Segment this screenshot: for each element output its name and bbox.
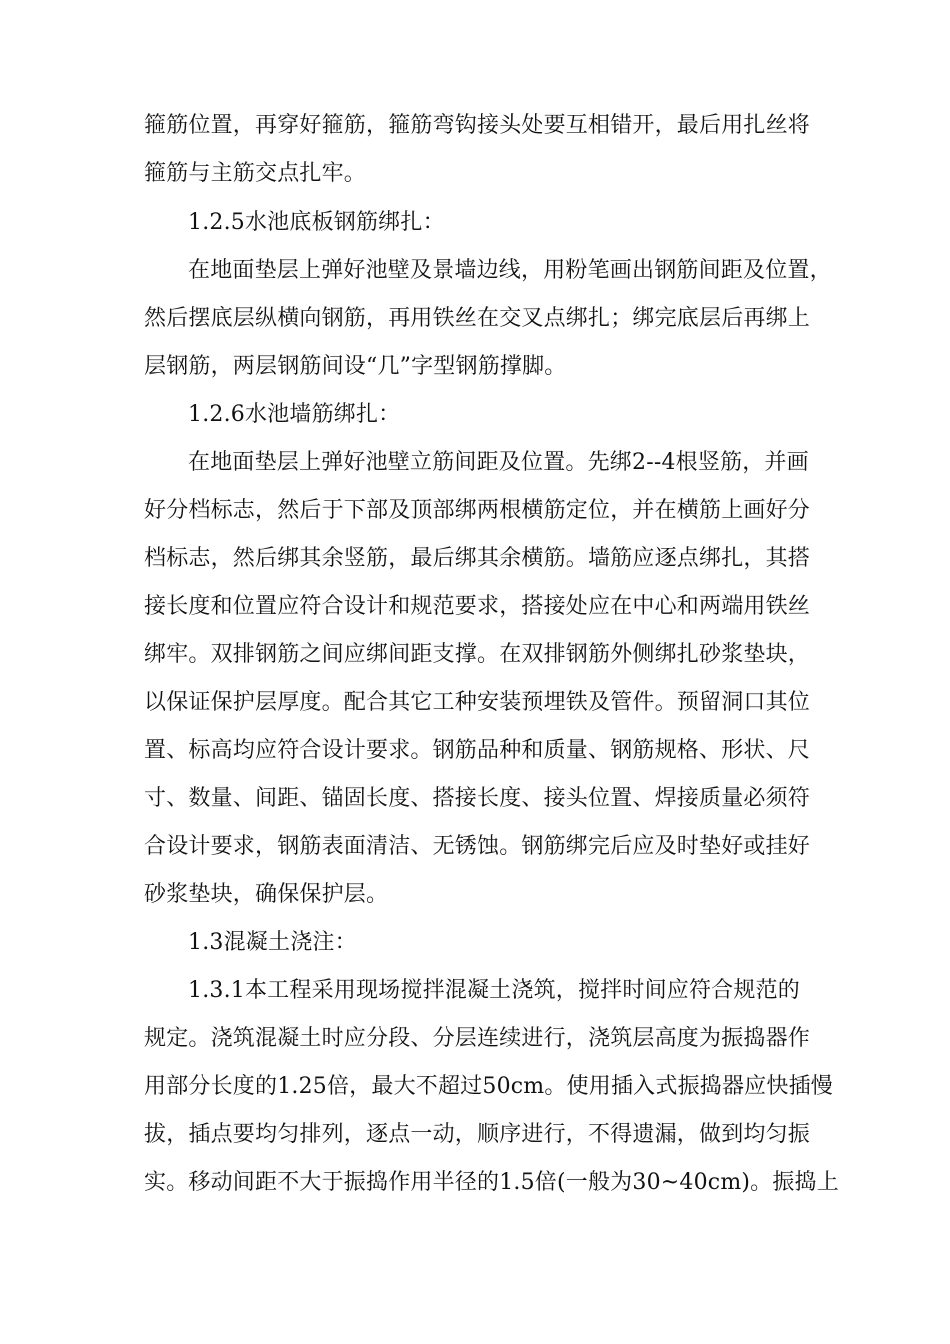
- text-line: 好分档标志，然后于下部及顶部绑两根横筋定位，并在横筋上画好分: [144, 498, 811, 523]
- text-line: 用部分长度的1.25倍，最大不超过50cm。使用插入式振捣器应快插慢: [144, 1074, 833, 1099]
- text-line: 1.3.1本工程采用现场搅拌混凝土浇筑，搅拌时间应符合规范的: [188, 978, 800, 1003]
- text-line: 置、标高均应符合设计要求。钢筋品种和质量、钢筋规格、形状、尺: [144, 738, 811, 763]
- text-line: 以保证保护层厚度。配合其它工种安装预埋铁及管件。预留洞口其位: [144, 690, 811, 715]
- text-line: 档标志，然后绑其余竖筋，最后绑其余横筋。墙筋应逐点绑扎，其搭: [144, 546, 811, 571]
- text-line: 层钢筋，两层钢筋间设“几”字型钢筋撑脚。: [144, 354, 567, 379]
- text-line: 寸、数量、间距、锚固长度、搭接长度、接头位置、焊接质量必须符: [144, 786, 811, 811]
- text-line: 接长度和位置应符合设计和规范要求，搭接处应在中心和两端用铁丝: [144, 594, 811, 619]
- text-line: 箍筋与主筋交点扎牢。: [144, 161, 367, 186]
- section-heading: 1.2.5水池底板钢筋绑扎：: [188, 210, 445, 235]
- text-line: 合设计要求，钢筋表面清洁、无锈蚀。钢筋绑完后应及时垫好或挂好: [144, 834, 811, 859]
- text-line: 实。移动间距不大于振捣作用半径的1.5倍(一般为30~40cm)。振捣上: [144, 1170, 839, 1195]
- text-line: 绑牢。双排钢筋之间应绑间距支撑。在双排钢筋外侧绑扎砂浆垫块，: [144, 642, 811, 667]
- text-line: 砂浆垫块，确保保护层。: [144, 882, 389, 907]
- text-line: 规定。浇筑混凝土时应分段、分层连续进行，浇筑层高度为振捣器作: [144, 1026, 811, 1051]
- text-line: 在地面垫层上弹好池壁立筋间距及位置。先绑2--4根竖筋，并画: [188, 450, 809, 475]
- text-line: 拔，插点要均匀排列，逐点一动，顺序进行，不得遗漏，做到均匀振: [144, 1122, 811, 1147]
- text-line: 然后摆底层纵横向钢筋，再用铁丝在交叉点绑扎；绑完底层后再绑上: [144, 306, 811, 331]
- section-heading: 1.2.6水池墙筋绑扎：: [188, 402, 401, 427]
- text-line: 在地面垫层上弹好池壁及景墙边线，用粉笔画出钢筋间距及位置，: [188, 258, 832, 283]
- text-line: 箍筋位置，再穿好箍筋，箍筋弯钩接头处要互相错开，最后用扎丝将: [144, 113, 811, 138]
- section-heading: 1.3混凝土浇注：: [188, 930, 357, 955]
